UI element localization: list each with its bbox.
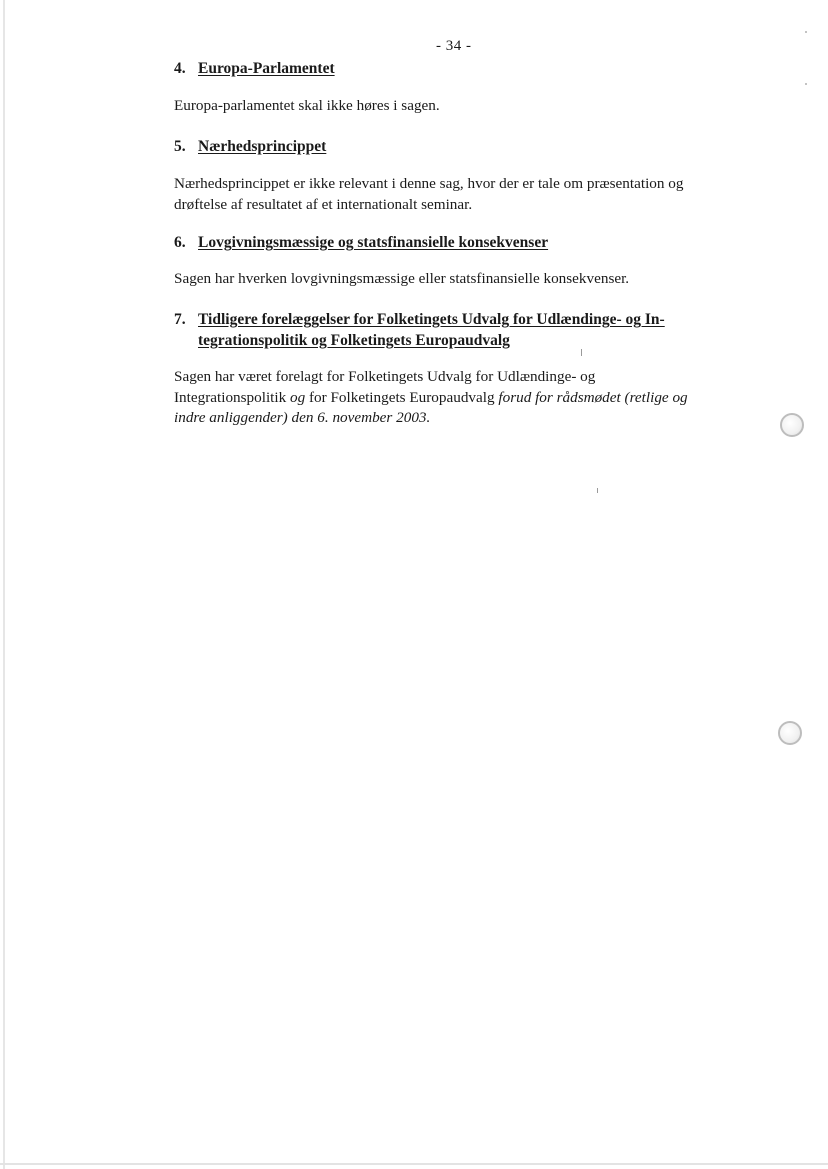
section-title-line-1: Tidligere forelæggelser for Folketingets Udvalg for Udlændinge- og In- (198, 311, 665, 328)
section-heading-5 (174, 136, 326, 157)
section-body-7 (174, 367, 708, 429)
page-edge-bottom (0, 1163, 828, 1165)
section-heading-4 (174, 58, 335, 79)
page-edge-left (3, 0, 5, 1169)
scan-speck (805, 31, 807, 33)
body-text-emphasis: og (290, 388, 306, 406)
scan-mark (581, 349, 582, 356)
section-number: 7. (174, 311, 186, 328)
punch-hole-icon (778, 721, 802, 745)
section-title-line-2: tegrationspolitik og Folketingets Europaudvalg (198, 332, 510, 349)
section-heading-7 (174, 309, 708, 351)
section-number: 5. (174, 138, 186, 155)
scan-speck (805, 83, 807, 85)
page-number: - 34 - (436, 38, 472, 54)
section-heading-6 (174, 232, 548, 253)
body-text-emphasis: forud for rådsmødet (retlige og indre anliggender) den 6. november 2003. (174, 388, 688, 426)
section-body-4: Europa-parlamentet skal ikke høres i sagen. (174, 97, 440, 114)
section-title: Europa-Parlamentet (198, 60, 335, 77)
punch-hole-icon (780, 413, 804, 437)
section-title: Lovgivningsmæssige og statsfinansielle konsekvenser (198, 234, 549, 251)
body-text-part: Sagen har været forelagt for Folketingets Udvalg for Udlændinge- og Integrationspolitik (174, 368, 596, 406)
body-text-part: for Folketingets Europaudvalg (305, 388, 499, 406)
section-body-6: Sagen har hverken lovgivningsmæssige eller statsfinansielle konsekvenser. (174, 270, 630, 287)
section-number: 6. (174, 234, 186, 251)
scan-mark (597, 488, 598, 493)
section-number: 4. (174, 60, 186, 77)
section-body-5: Nærhedsprincippet er ikke relevant i denne sag, hvor der er tale om præsentation og drøftelse af resultatet af et internationalt seminar. (174, 175, 684, 213)
section-title: Nærhedsprincippet (198, 138, 327, 155)
